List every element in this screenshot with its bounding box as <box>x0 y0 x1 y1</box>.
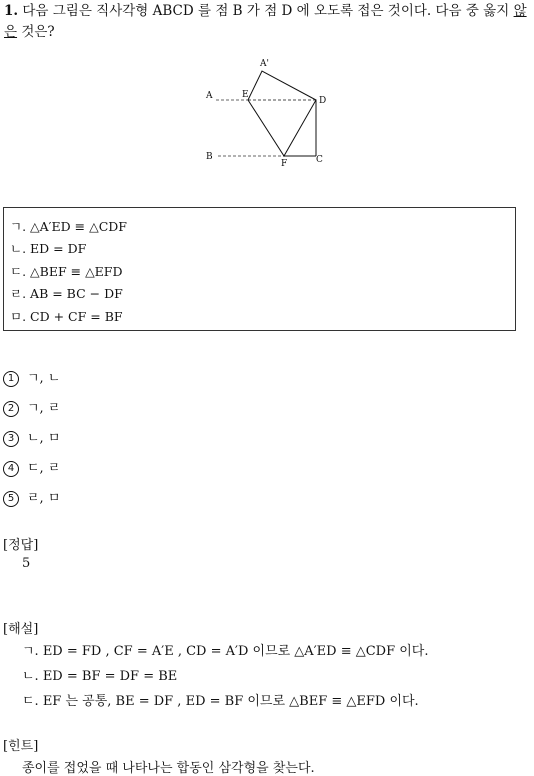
statement-mark: ㄹ. <box>10 286 27 301</box>
statement-mark: ㄴ. <box>10 241 27 256</box>
hint-label: [힌트] <box>3 739 39 754</box>
statement-item <box>10 217 127 235</box>
folded-flap <box>248 71 316 156</box>
explanation-line: ㄴ. ED = BF = DF = BE <box>22 669 178 684</box>
label-a: A <box>206 91 213 101</box>
statement-mark: ㅁ. <box>10 309 27 324</box>
statement-content: ED = DF <box>30 241 87 256</box>
question-end: 것은? <box>17 24 55 40</box>
explanation-line: ㄷ. EF 는 공통, BE = DF , ED = BF 이므로 △BEF ≡ △EFD 이다. <box>22 694 419 709</box>
choice-text: ㄷ, ㄹ <box>27 461 61 476</box>
statement-item <box>10 307 123 325</box>
choice-text: ㄴ, ㅁ <box>27 431 61 446</box>
label-d: D <box>319 96 327 106</box>
statement-item <box>10 284 123 302</box>
label-b: B <box>206 152 213 162</box>
choice-1[interactable] <box>3 367 60 387</box>
explanation-line: ㄱ. ED = FD , CF = A′E , CD = A′D 이므로 △A′ED ≡ △CDF 이다. <box>22 644 429 659</box>
choice-text: ㄱ, ㄴ <box>27 371 61 386</box>
choice-number: 1 <box>3 371 19 387</box>
statement-item <box>10 239 86 257</box>
choice-number: 4 <box>3 461 19 477</box>
choice-text: ㄹ, ㅁ <box>27 491 61 506</box>
question-text <box>4 1 534 43</box>
answer-value: 5 <box>22 556 31 571</box>
statement-content: AB = BC − DF <box>30 286 123 301</box>
statement-content: CD + CF = BF <box>30 309 123 324</box>
statement-content: △BEF ≡ △EFD <box>30 264 123 279</box>
choice-number: 2 <box>3 401 19 417</box>
statement-mark: ㄱ. <box>10 219 27 234</box>
question-emphasis: 않은 <box>4 3 527 40</box>
choice-2[interactable] <box>3 397 60 417</box>
choice-number: 3 <box>3 431 19 447</box>
statement-mark: ㄷ. <box>10 264 27 279</box>
choice-4[interactable] <box>3 457 60 477</box>
statements-box <box>3 207 516 331</box>
choice-5[interactable] <box>3 487 60 507</box>
question-number: 1. <box>4 3 19 19</box>
question-body: 다음 그림은 직사각형 ABCD 를 점 B 가 점 D 에 오도록 접은 것이다. 다음 중 옳지 <box>22 3 514 19</box>
statement-item <box>10 262 123 280</box>
choice-number: 5 <box>3 491 19 507</box>
explanation-label: [해설] <box>3 622 39 637</box>
choice-3[interactable] <box>3 427 60 447</box>
choice-text: ㄱ, ㄹ <box>27 401 61 416</box>
answer-label: [정답] <box>3 538 39 553</box>
label-a-prime: A' <box>260 59 269 69</box>
hint-text: 종이를 접었을 때 나타나는 합동인 삼각형을 찾는다. <box>22 761 315 776</box>
folded-rectangle-figure <box>200 52 335 172</box>
label-e: E <box>242 90 249 100</box>
label-c: C <box>316 155 323 165</box>
statement-content: △A′ED ≡ △CDF <box>30 219 127 234</box>
label-f: F <box>281 159 288 169</box>
